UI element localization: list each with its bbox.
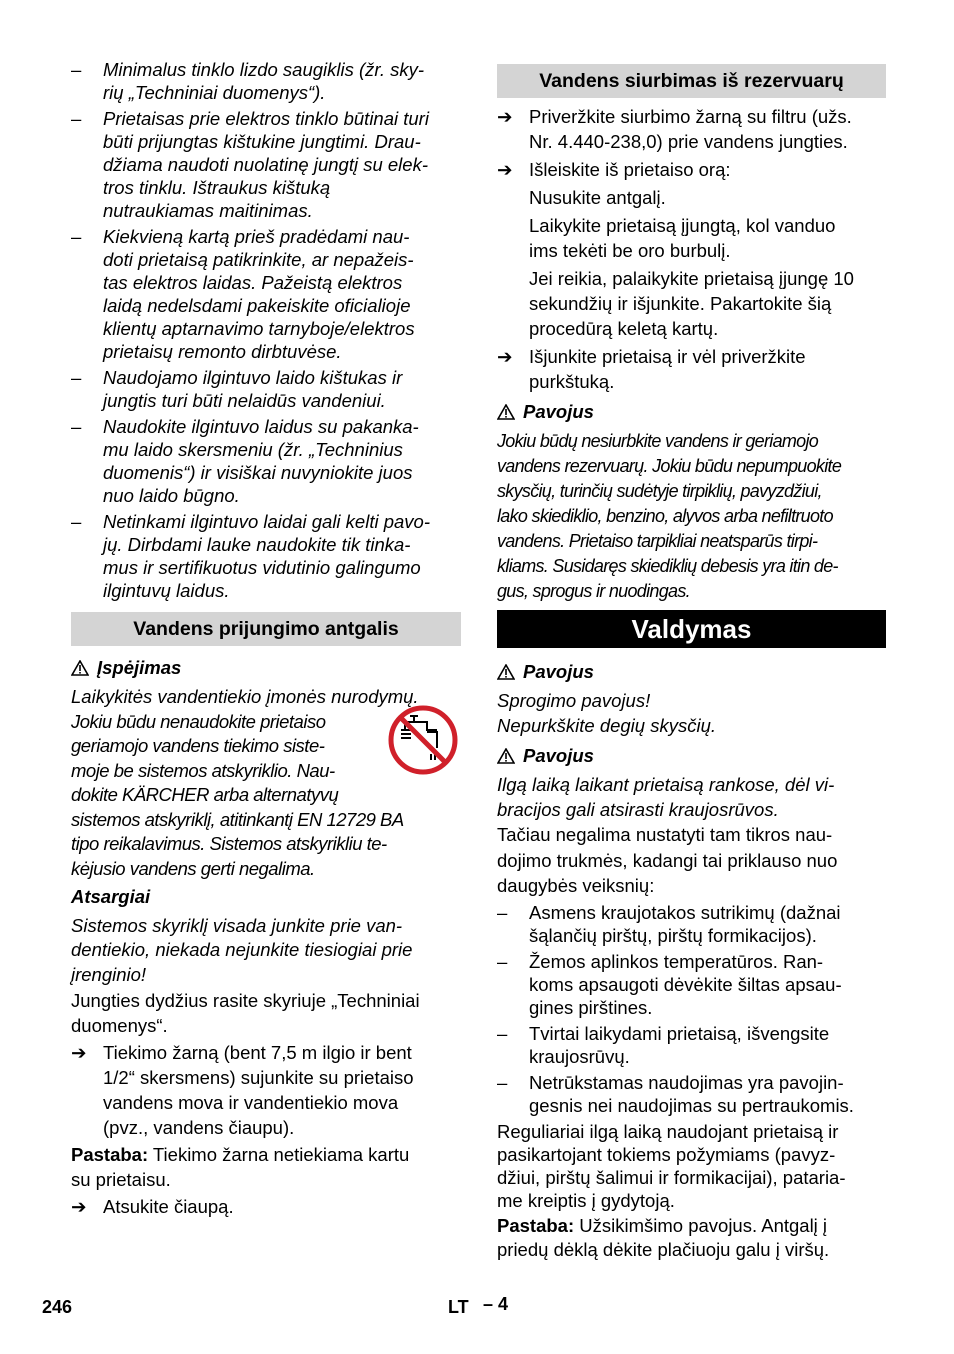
- bullet-list: [497, 901, 886, 1117]
- bullet-text: Kiekvieną kartą prieš pradėdami nau- doti prietaisą patikrinkite, ar nepažeis- tas elektros laidas. Pažeistą elektros laidą nedelsdami pakeiskite oficialioje klientų aptarnavimo tarnyboje/elektros prietaisų remonto dirbtuvėse.: [103, 226, 415, 362]
- danger-label: Pavojus: [523, 745, 594, 766]
- page-number: 246: [42, 1297, 73, 1317]
- note-text: Tiekimo žarna netiekiama kartu su prietaisu.: [71, 1144, 410, 1190]
- step-text: Išjunkite prietaisą ir vėl priveržkite purkštuką.: [529, 346, 806, 392]
- bullet-text: Naudokite ilgintuvo laidus su pakanka- mu laido skersmeniu (žr. „Techninius duomenis“) ir visiškai nuvyniokite juos nuo laido būgno.: [103, 416, 419, 506]
- step-text: Priveržkite siurbimo žarną su filtru (užs. Nr. 4.440-238,0) prie vandens jungties.: [529, 106, 852, 152]
- dash-marker: –: [71, 511, 82, 532]
- bullet-text: Asmens kraujotakos sutrikimų (dažnai šąlančių pirštų, pirštų formikacijos).: [529, 901, 841, 946]
- dash-marker: –: [497, 901, 508, 923]
- warning-text: Jokiu būdu nenaudokite prietaiso geriamojo vandens tiekimo siste- moje be sistemos atskyriklio. Nau- dokite KÄRCHER arba alternatyvų sistemos atskyriklį, atitinkantį EN 12729 BA tipo reikalavimus. Sistemos atskyrikliu te- kėjusio vandens gerti negalima.: [71, 710, 404, 879]
- warning-triangle-icon: [497, 664, 515, 680]
- section-heading-operation: Valdymas: [497, 610, 886, 648]
- caution-text: Sistemos skyriklį visada junkite prie van- dentiekio, niekada nejunkite tiesiogiai prie įrenginio!: [71, 914, 413, 985]
- dash-marker: –: [71, 416, 82, 437]
- danger-heading: [497, 400, 886, 424]
- sub-step: Nusukite antgalį.: [529, 187, 666, 208]
- bullet-list: [71, 58, 461, 602]
- bullet-item: [71, 415, 461, 507]
- danger-label: Pavojus: [523, 661, 594, 682]
- step-text: Išleiskite iš prietaiso orą:: [529, 159, 731, 180]
- note: [71, 1143, 461, 1192]
- warning-heading: [71, 656, 461, 680]
- dash-marker: –: [71, 367, 82, 388]
- paragraph: Tačiau negalima nustatyti tam tikros nau- dojimo trukmės, kadangi tai priklauso nuo daugybės veiksnių:: [497, 824, 838, 896]
- note-text: Užsikimšimo pavojus. Antgalį į priedų dėklą dėkite plačiuoju galu į viršų.: [497, 1214, 830, 1260]
- connection-text: Jungties dydžius rasite skyriuje „Techniniai duomenys“.: [71, 990, 420, 1036]
- dash-marker: –: [497, 950, 508, 972]
- arrow-icon: ➔: [497, 106, 513, 127]
- caution-label: Atsargiai: [71, 886, 151, 907]
- dash-marker: –: [71, 59, 82, 80]
- bullet-item: [497, 950, 886, 1019]
- right-column: [497, 58, 886, 1262]
- arrow-icon: ➔: [497, 346, 513, 367]
- bullet-item: [497, 1071, 886, 1117]
- step-item: [497, 344, 886, 394]
- bullet-item: [71, 107, 461, 222]
- bullet-item: [497, 1022, 886, 1068]
- warning-label: Įspėjimas: [97, 657, 182, 678]
- bullet-text: Prietaisas prie elektros tinklo būtinai turi būti prijungtas kištukine jungtimi. Drau- džiama naudoti nuolatinę jungtį su elek- tros tinklu. Ištraukus kištuką nutraukiamas maitinimas.: [103, 108, 429, 221]
- bullet-text: Netinkami ilgintuvo laidai gali kelti pavo- jų. Dirbdami lauke naudokite tik tinka- mus ir sertifikuotus vidutinio galingumo ilgintuvų laidus.: [103, 511, 430, 601]
- danger-text: Ilgą laiką laikant prietaisą rankose, dėl vi- bracijos gali atsirasti kraujosrūvos.: [497, 774, 835, 820]
- warning-triangle-icon: [497, 404, 515, 420]
- note-label: Pastaba:: [497, 1214, 575, 1236]
- step-item: [497, 157, 886, 182]
- warning-triangle-icon: [71, 660, 89, 676]
- bullet-item: [71, 510, 461, 602]
- paragraph: Reguliariai ilgą laiką naudojant prietaisą ir pasikartojant tokiems požymiams (pavyz- džiui, pirštų šalimui ir formikacijai), pataria- me kreiptis į gydytoją.: [497, 1120, 846, 1211]
- section-heading-tank-suction: Vandens siurbimas iš rezervuarų: [497, 64, 886, 98]
- danger-text: Sprogimo pavojus! Nepurkškite degių skysčių.: [497, 690, 717, 736]
- danger-label: Pavojus: [523, 401, 594, 422]
- dash-marker: –: [497, 1022, 508, 1044]
- note: [497, 1214, 886, 1262]
- arrow-icon: ➔: [71, 1196, 87, 1217]
- danger-text: Jokiu būdų nesiurbkite vandens ir geriamojo vandens rezervuarų. Jokiu būdu nepumpuokite skysčių, turinčių sudėtyje tirpiklių, pavyzdžiui, lako skiediklio, benzino, alyvos arba nefiltruoto vandens. Prietaiso tarpikliai neatsparūs tirpi- kliams. Susidaręs skiediklių debesis yra itin de- gus, sprogus ir nuodingas.: [497, 431, 842, 601]
- section-heading-water-connection: Vandens prijungimo antgalis: [71, 612, 461, 646]
- bullet-text: Naudojamo ilgintuvo laido kištukas ir jungtis turi būti nelaidūs vandeniui.: [103, 367, 403, 411]
- dash-marker: –: [71, 226, 82, 247]
- bullet-text: Žemos aplinkos temperatūros. Ran- koms apsaugoti dėvėkite šiltas apsau- gines pirštines.: [529, 950, 842, 1018]
- warning-line: Laikykitės vandentiekio įmonės nurodymų.: [71, 686, 419, 707]
- step-text: Tiekimo žarną (bent 7,5 m ilgio ir bent 1/2“ skersmens) sujunkite su prietaiso vandens mova ir vandentiekio mova (pvz., vandens čiaupu).: [103, 1042, 414, 1138]
- dash-marker: –: [71, 108, 82, 129]
- arrow-icon: ➔: [497, 159, 513, 180]
- bullet-item: [71, 58, 461, 104]
- step-text: Atsukite čiaupą.: [103, 1196, 234, 1217]
- footer-language: LT: [448, 1297, 469, 1317]
- warning-block: [71, 710, 461, 882]
- footer-subpage: – 4: [483, 1294, 509, 1314]
- bullet-item: [71, 366, 461, 412]
- bullet-text: Minimalus tinklo lizdo saugiklis (žr. sky- rių „Techniniai duomenys“).: [103, 59, 425, 103]
- no-drinking-water-icon: [387, 704, 459, 776]
- note-label: Pastaba:: [71, 1144, 149, 1165]
- left-column: [71, 58, 461, 1222]
- sub-step: Jei reikia, palaikykite prietaisą įjungę 10 sekundžių ir išjunkite. Pakartokite šią procedūrą keletą kartų.: [529, 268, 854, 339]
- bullet-text: Tvirtai laikydami prietaisą, išvengsite kraujosrūvų.: [529, 1022, 830, 1067]
- danger-heading: [497, 744, 886, 768]
- step-item: [497, 104, 886, 154]
- warning-triangle-icon: [497, 748, 515, 764]
- danger-heading: [497, 660, 886, 684]
- bullet-item: [71, 225, 461, 363]
- bullet-item: [497, 901, 886, 947]
- step-item: [71, 1194, 461, 1219]
- step-item: [71, 1040, 461, 1140]
- sub-step: Laikykite prietaisą įjungtą, kol vanduo ims tekėti be oro burbulį.: [529, 215, 836, 261]
- bullet-text: Netrūkstamas naudojimas yra pavojin- gesnis nei naudojimas su pertraukomis.: [529, 1071, 854, 1116]
- dash-marker: –: [497, 1071, 508, 1093]
- arrow-icon: ➔: [71, 1042, 87, 1063]
